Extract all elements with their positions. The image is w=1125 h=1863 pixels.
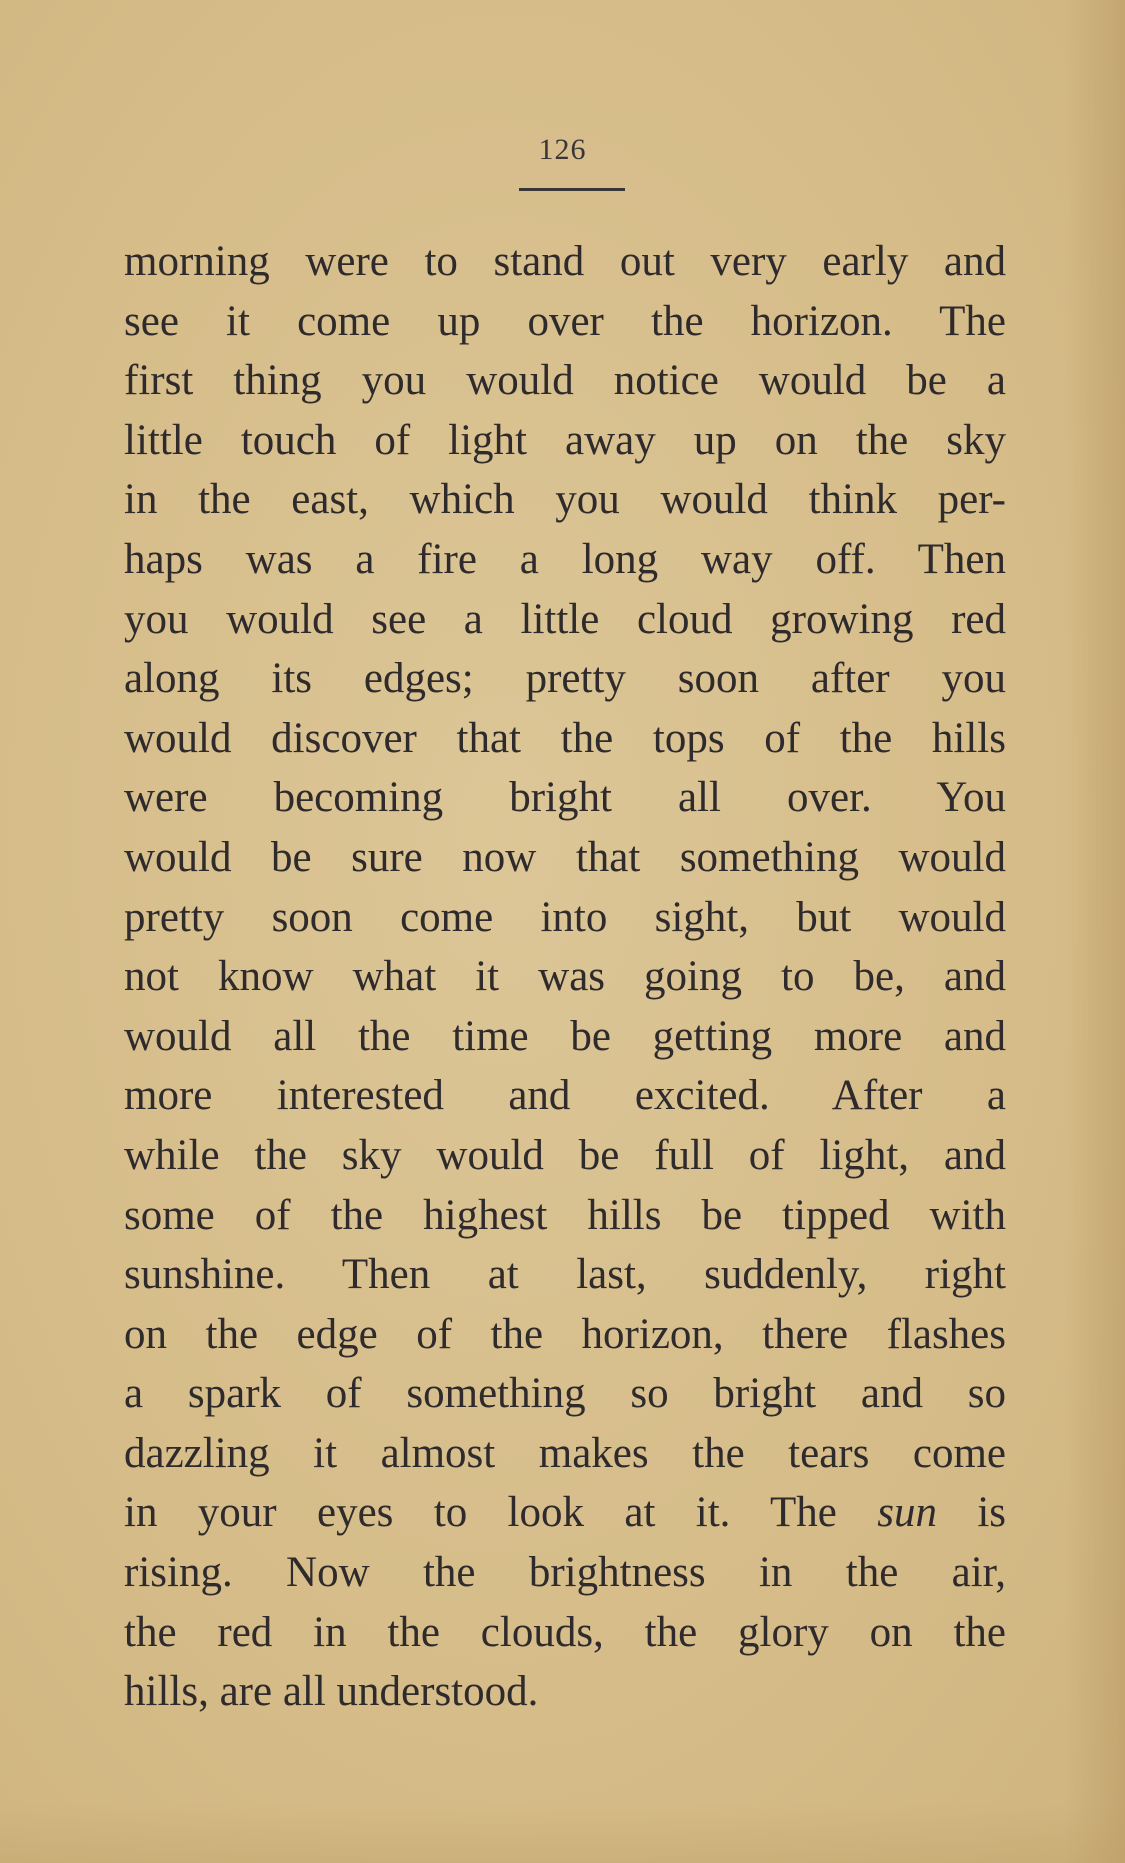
- text-line: you would see a little cloud growing red: [124, 595, 1006, 643]
- text-line-start: in your eyes to look at it. The: [124, 1489, 837, 1537]
- text-line: were becoming bright all over. You: [124, 774, 1006, 822]
- text-line: on the edge of the horizon, there flashes: [124, 1310, 1006, 1358]
- text-line: not know what it was going to be, and: [124, 953, 1006, 1001]
- text-line: more interested and excited. After a: [124, 1072, 1006, 1120]
- italic-word: sun: [877, 1489, 937, 1537]
- text-line-end: is: [977, 1489, 1006, 1537]
- text-line: sunshine. Then at last, suddenly, right: [124, 1251, 1006, 1299]
- text-line: while the sky would be full of light, and: [124, 1131, 1006, 1179]
- text-line: would all the time be getting more and: [124, 1012, 1006, 1060]
- text-line: see it come up over the horizon. The: [124, 297, 1006, 345]
- text-line: would discover that the tops of the hills: [124, 714, 1006, 762]
- text-line-with-italic: [124, 1483, 1006, 1543]
- text-line: first thing you would notice would be a: [124, 357, 1006, 405]
- text-line: haps was a fire a long way off. Then: [124, 535, 1006, 583]
- header-rule: [519, 188, 625, 191]
- page-number: 126: [538, 133, 587, 166]
- text-line: little touch of light away up on the sky: [124, 416, 1006, 464]
- page-bottom-shadow: [0, 1803, 1125, 1863]
- page-edge-shadow: [1065, 0, 1125, 1863]
- text-line: the red in the clouds, the glory on the: [124, 1608, 1006, 1656]
- text-line: in the east, which you would think per-: [124, 476, 1006, 524]
- text-line: some of the highest hills be tipped with: [124, 1191, 1006, 1239]
- body-paragraph: [124, 232, 1006, 1722]
- text-line: dazzling it almost makes the tears come: [124, 1429, 1006, 1477]
- text-line: rising. Now the brightness in the air,: [124, 1549, 1006, 1597]
- text-line-last: hills, are all understood.: [124, 1668, 539, 1716]
- text-line: would be sure now that something would: [124, 833, 1006, 881]
- text-line: morning were to stand out very early and: [124, 238, 1006, 285]
- text-line: along its edges; pretty soon after you: [124, 655, 1006, 703]
- text-line: pretty soon come into sight, but would: [124, 893, 1006, 941]
- text-line: a spark of something so bright and so: [124, 1370, 1006, 1418]
